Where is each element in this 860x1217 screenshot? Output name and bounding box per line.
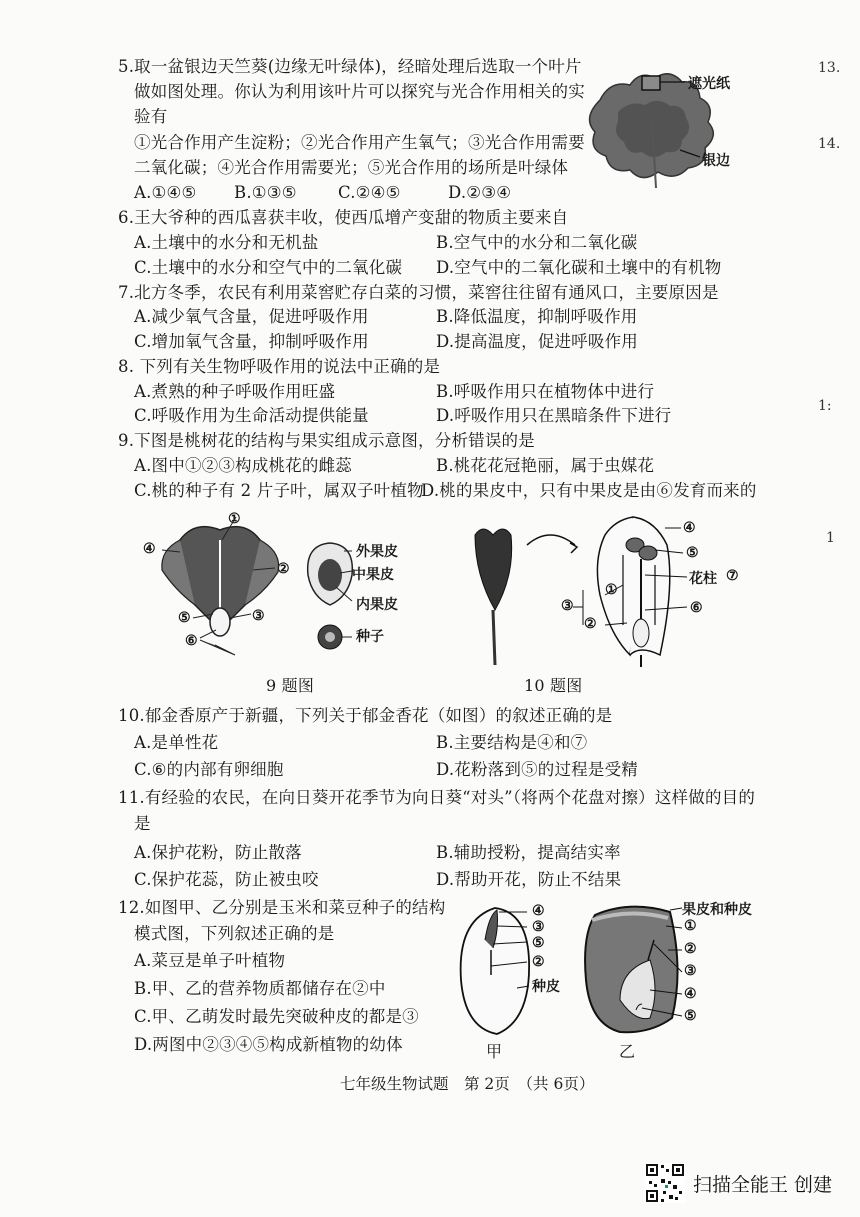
q12-jia-n5: ⑤ xyxy=(532,935,545,951)
q11-option-a: A.保护花粉，防止散落 xyxy=(134,843,302,862)
edge-q16: 1 xyxy=(826,530,835,546)
q9-flower-diagram xyxy=(140,510,300,660)
q5-label-edge: 银边 xyxy=(702,153,730,169)
q12-yi-n5: ⑤ xyxy=(684,1008,697,1024)
q11-option-c: C.保护花蕊，防止被虫咬 xyxy=(134,870,319,889)
q12-jia-coat: 种皮 xyxy=(532,979,560,995)
q12-yi-n1: ① xyxy=(684,918,697,934)
q12-jia-n2: ② xyxy=(532,954,545,970)
q6-option-c: C.土壤中的水分和空气中的二氧化碳 xyxy=(134,258,403,277)
q5-option-c: C.②④⑤ xyxy=(338,183,401,202)
q5-stem-line1: 5.取一盆银边天竺葵(边缘无叶绿体)，经暗处理后选取一个叶片 xyxy=(118,57,582,76)
q8-option-d: D.呼吸作用只在黑暗条件下进行 xyxy=(436,406,672,425)
q9-fruit-diagram xyxy=(300,535,360,665)
q8-option-c: C.呼吸作用为生命活动提供能量 xyxy=(134,406,369,425)
q12-option-c: C.甲、乙萌发时最先突破种皮的都是③ xyxy=(134,1007,419,1026)
q12-yi-n4: ④ xyxy=(684,986,697,1002)
q7-option-a: A.减少氧气含量，促进呼吸作用 xyxy=(134,307,369,326)
q6-option-a: A.土壤中的水分和无机盐 xyxy=(134,233,319,252)
q5-option-b: B.①③⑤ xyxy=(234,183,297,202)
q12-option-d: D.两图中②③④⑤构成新植物的幼体 xyxy=(134,1035,403,1054)
q12-option-a: A.菜豆是单子叶植物 xyxy=(134,951,286,970)
q7-option-d: D.提高温度，促进呼吸作用 xyxy=(436,332,638,351)
q5-option-d: D.②③④ xyxy=(448,183,512,202)
q12-yi-peel: 果皮和种皮 xyxy=(682,902,752,918)
q5-option-a: A.①④⑤ xyxy=(134,183,197,202)
q7-option-b: B.降低温度，抑制呼吸作用 xyxy=(436,307,638,326)
q9-option-c: C.桃的种子有 2 片子叶，属双子叶植物 xyxy=(134,481,424,500)
q12-corn-seed-diagram xyxy=(580,900,690,1040)
q10-option-a: A.是单性花 xyxy=(134,733,219,752)
scanner-watermark xyxy=(645,1163,832,1203)
edge-q13: 13. xyxy=(818,60,841,76)
q12-yi-name: 乙 xyxy=(619,1042,636,1061)
q10-stem: 10.郁金香原产于新疆，下列关于郁金香花（如图）的叙述正确的是 xyxy=(118,706,613,725)
q9-label-seed: 种子 xyxy=(356,629,384,645)
q10-option-d: D.花粉落到⑤的过程是受精 xyxy=(436,760,638,779)
q12-yi-n3: ③ xyxy=(684,963,697,979)
q6-stem: 6.王大爷种的西瓜喜获丰收，使西瓜增产变甜的物质主要来自 xyxy=(118,208,569,227)
q12-stem-line2: 模式图，下列叙述正确的是 xyxy=(134,924,335,943)
q7-option-c: C.增加氧气含量，抑制呼吸作用 xyxy=(134,332,369,351)
scanner-text: 扫描全能王 创建 xyxy=(693,1173,833,1196)
q9-label-n4: ④ xyxy=(143,541,156,557)
q10-option-c: C.⑥的内部有卵细胞 xyxy=(134,760,284,779)
q5-stem-line3: 验有 xyxy=(134,107,168,126)
q12-jia-name: 甲 xyxy=(486,1042,503,1061)
q8-option-b: B.呼吸作用只在植物体中进行 xyxy=(436,382,655,401)
q12-jia-n4: ④ xyxy=(532,903,545,919)
q11-option-d: D.帮助开花，防止不结果 xyxy=(436,870,622,889)
edge-q14: 14. xyxy=(818,136,841,152)
q5-label-paper: 遮光纸 xyxy=(688,76,730,92)
q12-bean-seed-diagram xyxy=(455,900,535,1040)
q8-option-a: A.煮熟的种子呼吸作用旺盛 xyxy=(134,382,336,401)
q10-label-n5: ⑤ xyxy=(686,545,699,561)
q7-stem: 7.北方冬季，农民有利用菜窖贮存白菜的习惯，菜窖往往留有通风口，主要原因是 xyxy=(118,283,719,302)
q12-jia-n3: ③ xyxy=(532,919,545,935)
q11-stem-line1: 11.有经验的农民，在向日葵开花季节为向日葵“对头”（将两个花盘对擦）这样做的目的 xyxy=(118,788,756,807)
q10-label-n3: ③ xyxy=(561,598,574,614)
q10-tulip-diagram xyxy=(455,515,745,670)
q11-option-b: B.辅助授粉，提高结实率 xyxy=(436,843,621,862)
q10-label-style: 花柱 xyxy=(689,571,717,587)
q10-label-n7: ⑦ xyxy=(726,568,739,584)
q10-label-n6: ⑥ xyxy=(690,600,703,616)
q9-label-inner: 内果皮 xyxy=(356,597,398,613)
q9-label-n1: ① xyxy=(228,511,241,527)
q9-stem: 9.下图是桃树花的结构与果实组成示意图，分析错误的是 xyxy=(118,431,535,450)
page-footer: 七年级生物试题 第 2页 （共 6页） xyxy=(340,1075,595,1093)
q9-option-a: A.图中①②③构成桃花的雌蕊 xyxy=(134,456,352,475)
q9-label-n2: ② xyxy=(277,561,290,577)
q6-option-d: D.空气中的二氧化碳和土壤中的有机物 xyxy=(436,258,722,277)
q5-stem-line2: 做如图处理。你认为利用该叶片可以探究与光合作用相关的实 xyxy=(134,82,585,101)
q11-stem-line2: 是 xyxy=(134,814,151,833)
q10-label-n2: ② xyxy=(584,616,597,632)
q9-label-n6: ⑥ xyxy=(185,633,198,649)
q12-yi-n2: ② xyxy=(684,941,697,957)
q6-option-b: B.空气中的水分和二氧化碳 xyxy=(436,233,638,252)
q12-stem-line1: 12.如图甲、乙分别是玉米和菜豆种子的结构 xyxy=(118,898,446,917)
q10-option-b: B.主要结构是④和⑦ xyxy=(436,733,588,752)
q8-stem: 8. 下列有关生物呼吸作用的说法中正确的是 xyxy=(118,357,441,376)
q9-caption: 9 题图 xyxy=(266,676,315,695)
q5-items-line2: 二氧化碳；④光合作用需要光；⑤光合作用的场所是叶绿体 xyxy=(134,158,569,177)
q10-label-n1: ① xyxy=(605,582,618,598)
q9-option-b: B.桃花花冠艳丽，属于虫媒花 xyxy=(436,456,655,475)
q9-option-d: D.桃的果皮中，只有中果皮是由⑥发育而来的 xyxy=(421,481,757,500)
q10-label-n4: ④ xyxy=(683,520,696,536)
q9-label-middle: 中果皮 xyxy=(352,567,394,583)
edge-q15: 1: xyxy=(818,398,832,414)
q9-label-outer: 外果皮 xyxy=(356,544,398,560)
qr-code-icon xyxy=(645,1163,685,1203)
q9-label-n3: ③ xyxy=(252,608,265,624)
q12-option-b: B.甲、乙的营养物质都储存在②中 xyxy=(134,979,386,998)
q10-caption: 10 题图 xyxy=(524,676,583,695)
q5-items-line1: ①光合作用产生淀粉；②光合作用产生氧气；③光合作用需要 xyxy=(134,133,585,152)
q9-label-n5: ⑤ xyxy=(178,610,191,626)
